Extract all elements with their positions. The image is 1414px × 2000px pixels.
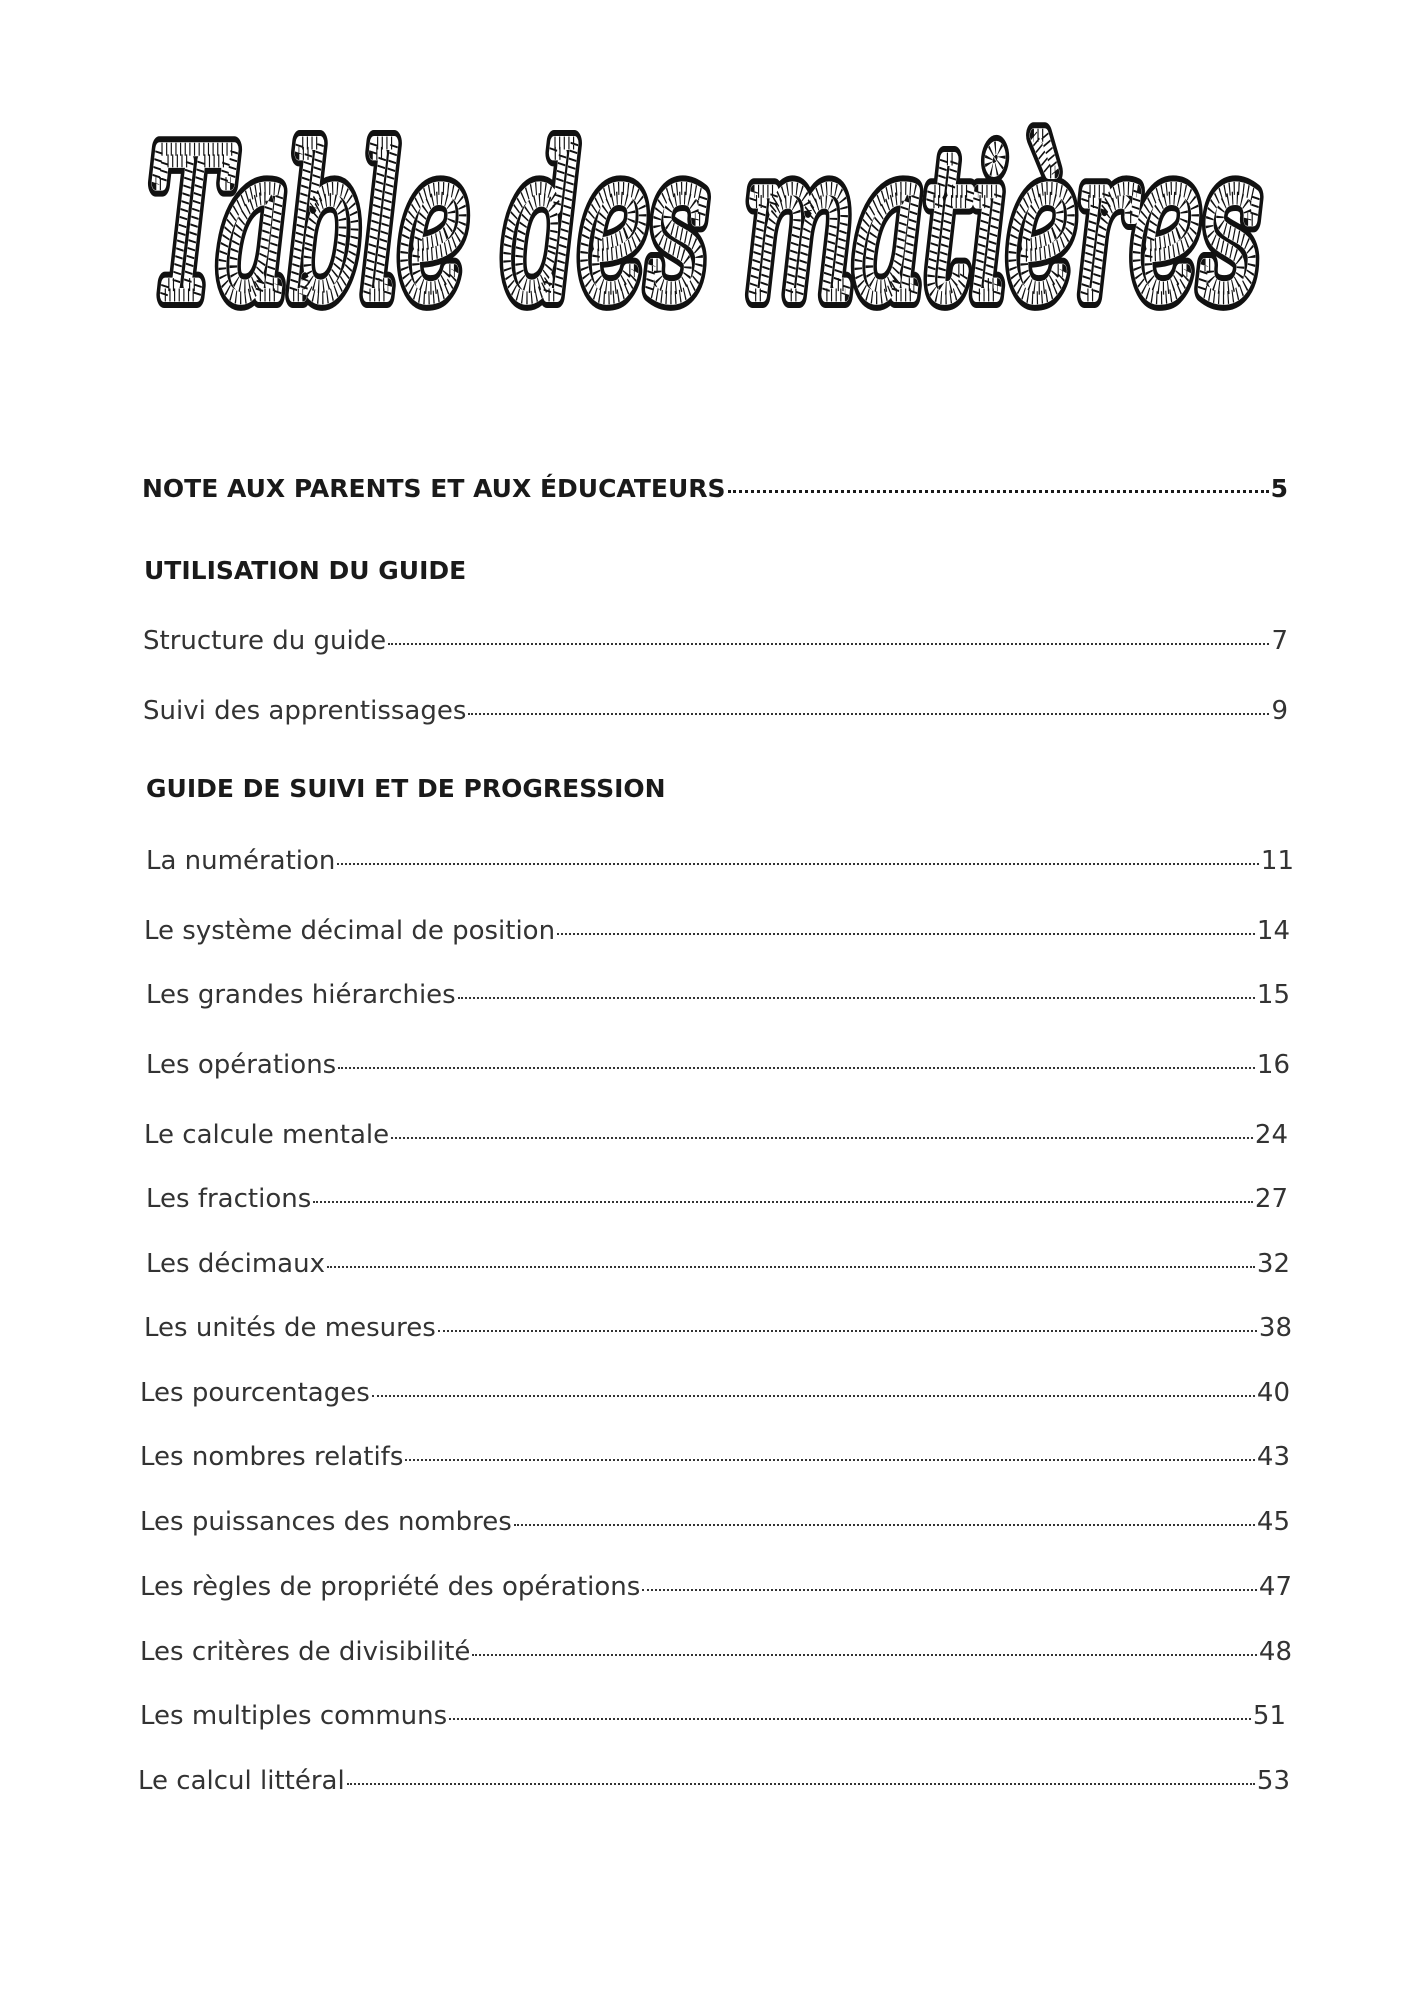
toc-entry-label: La numération	[146, 846, 336, 876]
toc-entry-label: Les unités de mesures	[144, 1313, 436, 1343]
toc-entry-label: Les grandes hiérarchies	[146, 980, 456, 1010]
toc-entry-page: 15	[1256, 980, 1290, 1010]
toc-entry-page: 16	[1256, 1050, 1290, 1080]
toc-entry-page: 27	[1254, 1184, 1288, 1214]
dot-leader	[514, 1524, 1255, 1526]
dot-leader	[388, 643, 1269, 645]
dot-leader	[405, 1459, 1255, 1461]
dot-leader	[347, 1783, 1255, 1785]
dot-leader	[449, 1718, 1251, 1720]
toc-entry[interactable]	[146, 1050, 1290, 1080]
toc-entry-page: 53	[1256, 1766, 1290, 1796]
toc-entry[interactable]	[144, 1313, 1292, 1343]
toc-entry[interactable]	[140, 1701, 1286, 1731]
toc-entry-page: 32	[1256, 1249, 1290, 1279]
toc-entry-page: 24	[1254, 1120, 1288, 1150]
dot-leader	[313, 1201, 1253, 1203]
toc-entry-page: 11	[1260, 846, 1294, 876]
dot-leader	[642, 1589, 1257, 1591]
toc-entry-page: 47	[1258, 1572, 1292, 1602]
toc-entry[interactable]	[144, 1120, 1288, 1150]
toc-entry-label: NOTE AUX PARENTS ET AUX ÉDUCATEURS	[142, 474, 726, 503]
section-heading-guide: GUIDE DE SUIVI ET DE PROGRESSION	[146, 774, 666, 803]
page-title-lettering	[130, 120, 1290, 350]
toc-entry-label: Les multiples communs	[140, 1701, 448, 1731]
toc-entry[interactable]	[140, 1507, 1290, 1537]
dot-leader	[468, 713, 1269, 715]
toc-entry-label: Les règles de propriété des opérations	[140, 1572, 641, 1602]
toc-entry-label: Le calcul littéral	[138, 1766, 345, 1796]
dot-leader	[458, 997, 1255, 999]
toc-entry-page: 43	[1256, 1442, 1290, 1472]
dot-leader	[327, 1266, 1255, 1268]
toc-entry-label: Les pourcentages	[140, 1378, 370, 1408]
dot-leader	[338, 1067, 1255, 1069]
toc-entry-page: 9	[1271, 696, 1288, 726]
dot-leader	[337, 863, 1259, 865]
dot-leader	[557, 933, 1255, 935]
toc-entry[interactable]	[144, 916, 1290, 946]
toc-entry-label: Les fractions	[146, 1184, 312, 1214]
toc-entry[interactable]	[143, 696, 1288, 726]
page-title	[130, 120, 1290, 350]
section-heading-utilisation: UTILISATION DU GUIDE	[144, 556, 467, 585]
toc-entry[interactable]	[146, 846, 1294, 876]
toc-entry[interactable]	[138, 1766, 1290, 1796]
toc-entry-label: Les critères de divisibilité	[140, 1637, 471, 1667]
toc-entry-label: Les puissances des nombres	[140, 1507, 512, 1537]
toc-entry[interactable]	[146, 1249, 1290, 1279]
toc-entry-page: 7	[1271, 626, 1288, 656]
toc-entry[interactable]	[146, 1184, 1288, 1214]
page-title-outline: Table des matières	[150, 120, 1260, 343]
page-title-inner: Table des matières	[150, 120, 1260, 343]
toc-entry[interactable]	[146, 980, 1290, 1010]
toc-entry-page: 45	[1256, 1507, 1290, 1537]
toc-entry-label: Les opérations	[146, 1050, 337, 1080]
toc-entry-page: 5	[1270, 474, 1288, 503]
toc-entry-label: Structure du guide	[143, 626, 387, 656]
dot-leader	[372, 1395, 1255, 1397]
toc-entry[interactable]	[140, 1378, 1290, 1408]
toc-entry-page: 14	[1256, 916, 1290, 946]
toc-entry-label: Le calcule mentale	[144, 1120, 390, 1150]
dot-leader	[728, 490, 1269, 493]
page-title-hatch: Table des matières	[150, 120, 1260, 343]
toc-entry[interactable]	[140, 1572, 1292, 1602]
toc-entry-page: 40	[1256, 1378, 1290, 1408]
toc-entry[interactable]	[140, 1637, 1292, 1667]
toc-entry[interactable]	[143, 626, 1288, 656]
dot-leader	[391, 1137, 1253, 1139]
toc-entry-page: 48	[1258, 1637, 1292, 1667]
toc-entry-label: Suivi des apprentissages	[143, 696, 467, 726]
toc-entry-page: 51	[1252, 1701, 1286, 1731]
dot-leader	[472, 1654, 1257, 1656]
toc-entry-label: Les décimaux	[146, 1249, 325, 1279]
dot-leader	[438, 1330, 1257, 1332]
toc-entry-label: Le système décimal de position	[144, 916, 556, 946]
toc-entry[interactable]	[140, 1442, 1290, 1472]
toc-entry-page: 38	[1258, 1313, 1292, 1343]
toc-entry-label: Les nombres relatifs	[140, 1442, 404, 1472]
toc-entry-note[interactable]	[142, 474, 1288, 503]
